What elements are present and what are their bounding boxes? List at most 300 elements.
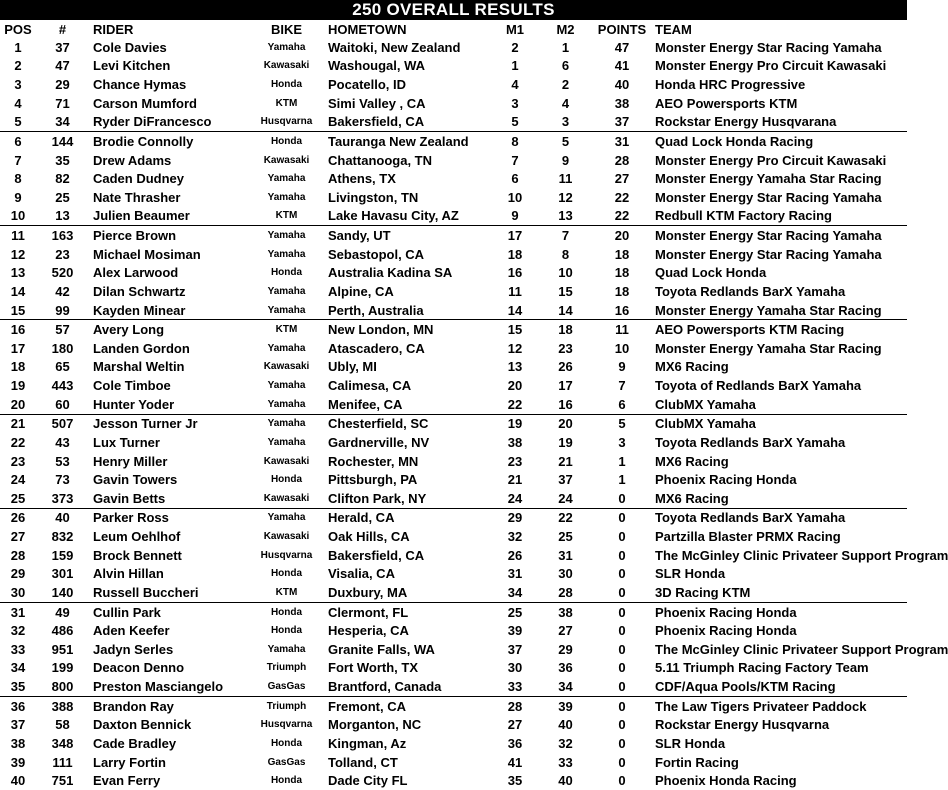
cell-rider: Pierce Brown [89,226,249,245]
cell-rider: Kayden Minear [93,302,186,318]
cell-number: 163 [36,226,89,245]
cell-bike: Honda [249,602,324,621]
cell-m2: 13 [558,208,573,224]
cell-number: 388 [36,696,89,715]
cell-rider: Brandon Ray [89,696,249,715]
cell-m2: 20 [540,414,591,433]
cell-hometown: Brantford, Canada [328,679,442,695]
cell-points: 0 [591,602,653,621]
cell-pos: 4 [14,95,22,111]
cell-pos: 15 [10,302,26,318]
cell-pos: 13 [10,265,26,281]
cell-pos: 5 [14,114,22,130]
cell-m1: 4 [511,77,519,93]
cell-pos: 6 [0,132,36,151]
cell-m1: 39 [507,623,523,639]
cell-m1: 35 [507,773,523,789]
cell-team: Monster Energy Star Racing Yamaha [655,189,882,205]
cell-pos: 1 [14,39,22,55]
cell-bike: Honda [270,775,303,787]
cell-number: 13 [55,208,70,224]
table-row [0,470,907,489]
cell-m2: 21 [558,453,573,469]
cell-points: 0 [618,735,626,751]
cell-hometown: Chesterfield, SC [324,414,490,433]
cell-team: MX6 Racing [655,359,729,375]
cell-number: 23 [55,246,70,262]
table-row [0,640,907,659]
cell-team: AEO Powersports KTM [655,95,798,111]
cell-rider: Avery Long [89,320,249,339]
cell-hometown: Menifee, CA [328,396,403,412]
cell-hometown: Oak Hills, CA [328,529,410,545]
table-row [0,301,907,320]
cell-team: 5.11 Triumph Racing Factory Team [655,660,869,676]
cell-m1: 8 [490,132,540,151]
cell-hometown: Bakersfield, CA [328,114,425,130]
cell-points: 0 [618,490,626,506]
cell-hometown: Waitoki, New Zealand [328,39,461,55]
cell-rider: Deacon Denno [93,660,185,676]
cell-points: 22 [614,208,630,224]
cell-bike: Yamaha [267,248,306,260]
cell-pos: 7 [14,152,22,168]
cell-team: Quad Lock Honda Racing [653,132,907,151]
cell-m1: 28 [490,696,540,715]
cell-points: 40 [614,77,630,93]
cell-m2: 23 [558,340,573,356]
cell-team: AEO Powersports KTM Racing [653,320,907,339]
cell-m1: 10 [507,189,523,205]
table-row [0,696,907,715]
cell-pos: 16 [0,320,36,339]
cell-pos: 22 [10,434,26,450]
cell-bike: Yamaha [249,414,324,433]
table-row [0,716,907,735]
cell-m1: 1 [511,58,519,74]
cell-points: 31 [591,132,653,151]
cell-team: Phoenix Racing Honda [655,472,797,488]
cell-rider: Leum Oehlhof [93,529,181,545]
cell-m1: 31 [507,566,523,582]
cell-number: 42 [55,283,70,299]
table-row [0,38,907,57]
table-row [0,132,907,151]
cell-hometown: Clermont, FL [324,602,490,621]
cell-number: 180 [51,340,74,356]
cell-bike: KTM [275,586,298,598]
cell-m2: 26 [558,359,573,375]
table-row [0,753,907,772]
cell-m1: 22 [507,396,523,412]
cell-m2: 12 [558,189,573,205]
table-row [0,94,907,113]
cell-pos: 9 [14,189,22,205]
cell-team: Toyota Redlands BarX Yamaha [655,434,846,450]
cell-number: 37 [55,39,70,55]
cell-hometown: Calimesa, CA [328,378,412,394]
cell-rider: Levi Kitchen [93,58,171,74]
cell-points: 0 [618,529,626,545]
cell-team: ClubMX Yamaha [655,396,756,412]
cell-number: 301 [51,566,74,582]
cell-team: Toyota Redlands BarX Yamaha [653,508,907,527]
table-row [0,771,907,790]
cell-number: 443 [51,378,74,394]
cell-points: 37 [614,114,630,130]
cell-rider: Gavin Towers [93,472,178,488]
cell-m1: 14 [507,302,523,318]
cell-bike: Kawasaki [263,361,310,373]
cell-rider: Cade Bradley [93,735,177,751]
cell-m2: 39 [540,696,591,715]
col-header-rider: RIDER [93,21,134,37]
table-row [0,282,907,301]
cell-pos: 10 [10,208,26,224]
cell-number: 40 [36,508,89,527]
table-row [0,264,907,283]
cell-pos: 36 [0,696,36,715]
cell-bike: Honda [270,79,303,91]
cell-m2: 8 [561,246,570,262]
cell-hometown: Kingman, Az [328,735,407,751]
cell-points: 7 [618,378,626,394]
cell-points: 0 [618,754,626,770]
cell-number: 144 [36,132,89,151]
cell-team: Monster Energy Star Racing Yamaha [653,226,907,245]
cell-m2: 38 [540,602,591,621]
cell-rider: Chance Hymas [93,77,187,93]
cell-team: Quad Lock Honda [655,265,767,281]
cell-team: Monster Energy Yamaha Star Racing [655,340,882,356]
cell-pos: 17 [10,340,26,356]
table-row [0,188,907,207]
cell-bike: Yamaha [267,436,306,448]
cell-m1: 7 [511,152,519,168]
cell-hometown: Atascadero, CA [328,340,425,356]
cell-rider: Jesson Turner Jr [89,414,249,433]
cell-hometown: Dade City FL [328,773,408,789]
cell-hometown: Rochester, MN [328,453,419,469]
cell-number: 520 [51,265,74,281]
cell-m2: 3 [561,114,570,130]
header-row [0,20,907,38]
cell-points: 9 [618,359,626,375]
cell-number: 49 [36,602,89,621]
cell-m2: 16 [558,396,573,412]
table-row [0,113,907,132]
cell-m1: 41 [507,754,523,770]
cell-m2: 15 [558,283,573,299]
cell-rider: Julien Beaumer [93,208,190,224]
cell-bike: Yamaha [267,643,306,655]
table-row [0,565,907,584]
cell-points: 38 [614,95,630,111]
table-row [0,546,907,565]
cell-bike: Yamaha [249,508,324,527]
cell-m1: 26 [507,547,523,563]
cell-number: 43 [55,434,70,450]
cell-hometown: Ubly, MI [328,359,377,375]
cell-bike: Triumph [249,696,324,715]
cell-rider: Drew Adams [93,152,172,168]
cell-points: 0 [618,679,626,695]
cell-team: The Law Tigers Privateer Paddock [653,696,907,715]
cell-m2: 37 [558,472,573,488]
cell-pos: 20 [10,396,26,412]
cell-rider: Cole Timboe [93,378,171,394]
cell-points: 47 [614,39,630,55]
cell-rider: Cole Davies [93,39,167,55]
cell-number: 832 [51,529,74,545]
cell-points: 10 [614,340,630,356]
cell-rider: Caden Dudney [93,171,185,187]
cell-bike: Honda [249,132,324,151]
cell-number: 35 [55,152,70,168]
cell-team: ClubMX Yamaha [653,414,907,433]
cell-rider: Russell Buccheri [93,584,199,600]
cell-pos: 30 [10,584,26,600]
cell-number: 47 [55,58,70,74]
cell-m2: 10 [558,265,573,281]
cell-rider: Ryder DiFrancesco [93,114,212,130]
cell-pos: 38 [10,735,26,751]
cell-pos: 37 [10,717,26,733]
cell-points: 0 [618,584,626,600]
cell-m2: 17 [558,378,573,394]
cell-m1: 21 [507,472,523,488]
cell-hometown: Hesperia, CA [328,623,409,639]
table-row [0,659,907,678]
cell-rider: Michael Mosiman [93,246,201,262]
cell-bike: Yamaha [267,191,306,203]
cell-m1: 25 [490,602,540,621]
cell-rider: Hunter Yoder [93,396,175,412]
cell-pos: 25 [10,490,26,506]
cell-hometown: Washougal, WA [328,58,426,74]
cell-points: 0 [591,696,653,715]
cell-m2: 24 [558,490,573,506]
cell-team: CDF/Aqua Pools/KTM Racing [655,679,836,695]
cell-number: 82 [55,171,70,187]
cell-points: 6 [618,396,626,412]
cell-team: Monster Energy Star Racing Yamaha [655,39,882,55]
cell-m1: 12 [507,340,523,356]
cell-m1: 36 [507,735,523,751]
cell-m1: 27 [507,717,523,733]
cell-points: 11 [591,320,653,339]
table-row [0,677,907,696]
cell-points: 0 [618,566,626,582]
results-body [0,38,948,790]
table-row [0,508,907,527]
cell-bike: KTM [275,210,298,222]
cell-hometown: Fort Worth, TX [328,660,419,676]
cell-hometown: Sebastopol, CA [328,246,425,262]
cell-number: 111 [52,754,73,770]
cell-number: 57 [36,320,89,339]
cell-bike: Husqvarna [260,719,313,731]
cell-bike: Yamaha [249,226,324,245]
cell-m2: 5 [540,132,591,151]
cell-team: Toyota of Redlands BarX Yamaha [655,378,862,394]
cell-number: 751 [51,773,74,789]
cell-rider: Henry Miller [93,453,168,469]
cell-rider: Evan Ferry [93,773,161,789]
cell-m1: 17 [490,226,540,245]
cell-m1: 3 [511,95,519,111]
cell-team: MX6 Racing [655,453,729,469]
cell-m2: 22 [540,508,591,527]
cell-m2: 9 [561,152,570,168]
cell-points: 0 [618,717,626,733]
cell-m2: 27 [558,623,573,639]
cell-hometown: Australia Kadina SA [328,265,453,281]
cell-m1: 30 [507,660,523,676]
cell-hometown: Chattanooga, TN [328,152,432,168]
cell-points: 0 [618,547,626,563]
cell-m1: 34 [507,584,523,600]
table-row [0,734,907,753]
cell-number: 71 [55,95,70,111]
cell-number: 99 [55,302,70,318]
cell-m1: 2 [511,39,519,55]
col-header-points: POINTS [597,21,647,37]
cell-bike: Yamaha [267,304,306,316]
cell-hometown: Simi Valley , CA [328,95,426,111]
cell-bike: Kawasaki [263,60,310,72]
cell-points: 5 [591,414,653,433]
cell-bike: Kawasaki [263,455,310,467]
cell-team: Monster Energy Yamaha Star Racing [655,302,882,318]
cell-team: Monster Energy Pro Circuit Kawasaki [655,152,887,168]
col-header-m2: M2 [556,21,575,37]
cell-pos: 31 [0,602,36,621]
cell-bike: Husqvarna [260,549,313,561]
cell-team: SLR Honda [655,566,726,582]
cell-m1: 32 [507,529,523,545]
cell-m2: 25 [558,529,573,545]
cell-m2: 14 [558,302,573,318]
col-header-pos: POS [4,21,32,37]
cell-rider: Preston Masciangelo [93,679,224,695]
cell-pos: 35 [10,679,26,695]
cell-hometown: Tauranga New Zealand [324,132,490,151]
cell-bike: Honda [270,625,303,637]
cell-bike: Yamaha [267,173,306,185]
cell-m2: 29 [558,641,573,657]
cell-bike: Honda [270,568,303,580]
cell-m1: 11 [508,283,522,299]
cell-hometown: New London, MN [324,320,490,339]
cell-m1: 38 [507,434,523,450]
cell-points: 28 [614,152,630,168]
cell-pos: 40 [10,773,26,789]
col-header-number: # [58,21,67,37]
cell-number: 800 [51,679,74,695]
cell-number: 34 [55,114,70,130]
cell-team: Toyota Redlands BarX Yamaha [655,283,846,299]
cell-m1: 20 [507,378,523,394]
cell-bike: Husqvarna [260,116,313,128]
cell-rider: Lux Turner [93,434,160,450]
cell-pos: 3 [14,77,22,93]
cell-pos: 27 [10,529,26,545]
cell-team: Phoenix Racing Honda [655,623,797,639]
table-row [0,395,907,414]
cell-points: 22 [614,189,630,205]
cell-bike: Yamaha [267,398,306,410]
cell-hometown: Clifton Park, NY [328,490,427,506]
cell-team: Rockstar Energy Husqvarana [655,114,837,130]
cell-pos: 34 [10,660,26,676]
cell-m2: 18 [540,320,591,339]
cell-team: 3D Racing KTM [655,584,751,600]
cell-pos: 2 [14,58,22,74]
cell-team: Monster Energy Star Racing Yamaha [655,246,882,262]
cell-m1: 37 [507,641,523,657]
cell-hometown: Athens, TX [328,171,396,187]
cell-rider: Parker Ross [89,508,249,527]
cell-m2: 19 [558,434,573,450]
cell-bike: Honda [270,737,303,749]
cell-points: 18 [614,283,630,299]
table-row [0,376,907,395]
cell-m2: 33 [558,754,573,770]
cell-team: SLR Honda [655,735,726,751]
cell-team: Redbull KTM Factory Racing [655,208,832,224]
cell-points: 1 [618,472,626,488]
table-row [0,226,907,245]
cell-pos: 12 [10,246,26,262]
cell-hometown: Pittsburgh, PA [328,472,418,488]
results-table [0,20,948,790]
cell-hometown: Bakersfield, CA [328,547,425,563]
cell-rider: Marshal Weltin [93,359,185,375]
cell-points: 1 [618,453,626,469]
cell-bike: Yamaha [267,285,306,297]
cell-bike: GasGas [267,756,306,768]
cell-rider: Nate Thrasher [93,189,181,205]
cell-team: Rockstar Energy Husqvarna [655,717,830,733]
cell-rider: Brodie Connolly [89,132,249,151]
cell-hometown: Gardnerville, NV [328,434,430,450]
cell-pos: 18 [10,359,26,375]
cell-bike: Yamaha [267,380,306,392]
table-row [0,527,907,546]
cell-pos: 33 [10,641,26,657]
cell-hometown: Morganton, NC [328,717,422,733]
cell-team: MX6 Racing [655,490,729,506]
cell-hometown: Duxbury, MA [328,584,408,600]
cell-number: 65 [55,359,70,375]
cell-m1: 16 [507,265,523,281]
col-header-bike: BIKE [270,21,303,37]
cell-m2: 28 [558,584,573,600]
cell-m2: 34 [558,679,573,695]
cell-bike: KTM [249,320,324,339]
cell-pos: 24 [10,472,26,488]
cell-points: 16 [614,302,630,318]
cell-team: Honda HRC Progressive [655,77,806,93]
cell-rider: Larry Fortin [93,754,166,770]
cell-hometown: Visalia, CA [328,566,395,582]
cell-pos: 26 [0,508,36,527]
cell-number: 140 [51,584,74,600]
cell-hometown: Alpine, CA [328,283,394,299]
cell-points: 0 [618,623,626,639]
cell-bike: Kawasaki [263,154,310,166]
